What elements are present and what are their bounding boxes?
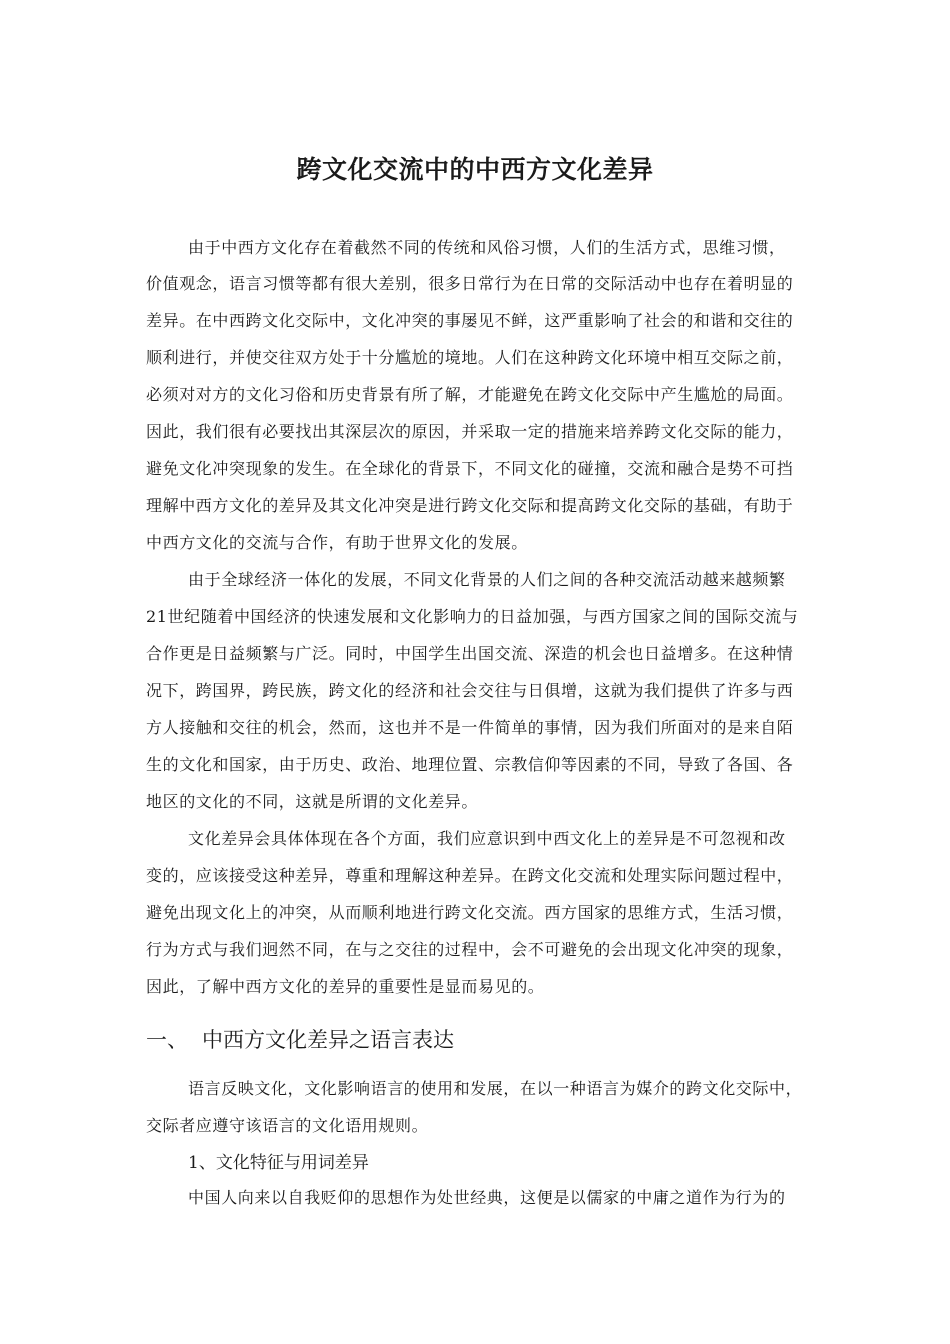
paragraph-line: 价值观念，语言习惯等都有很大差别，很多日常行为在日常的交际活动中也存在着明显的 [146, 274, 794, 293]
paragraph-line: 生的文化和国家，由于历史、政治、地理位置、宗教信仰等因素的不同，导致了各国、各 [146, 755, 794, 774]
paragraph-line: 语言反映文化，文化影响语言的使用和发展，在以一种语言为媒介的跨文化交际中， [188, 1079, 803, 1098]
paragraph-line: 中国人向来以自我贬仰的思想作为处世经典，这便是以儒家的中庸之道作为行为的 [188, 1188, 786, 1207]
paragraph-line: 避免出现文化上的冲突，从而顺利地进行跨文化交流。西方国家的思维方式，生活习惯， [146, 903, 794, 922]
paragraph-line: 方人接触和交往的机会，然而，这也并不是一件简单的事情，因为我们所面对的是来自陌 [146, 718, 794, 737]
paragraph-line: 中西方文化的交流与合作，有助于世界文化的发展。 [146, 533, 528, 552]
paragraph-line: 况下，跨国界，跨民族，跨文化的经济和社会交往与日俱增，这就为我们提供了许多与西 [146, 681, 794, 700]
paragraph-line: 变的，应该接受这种差异，尊重和理解这种差异。在跨文化交流和处理实际问题过程中， [146, 866, 794, 885]
paragraph-line: 因此，我们很有必要找出其深层次的原因，并采取一定的措施来培养跨文化交际的能力， [146, 422, 794, 441]
paragraph-line: 行为方式与我们迥然不同，在与之交往的过程中，会不可避免的会出现文化冲突的现象， [146, 940, 794, 959]
section-title: 中西方文化差异之语言表达 [202, 1028, 454, 1052]
section-number: 一、 [146, 1028, 188, 1052]
document-title: 跨文化交流中的中西方文化差异 [296, 155, 654, 184]
paragraph-line: 交际者应遵守该语言的文化语用规则。 [146, 1116, 429, 1135]
paragraph-line: 合作更是日益频繁与广泛。同时，中国学生出国交流、深造的机会也日益增多。在这种情 [146, 644, 794, 663]
paragraph-line: 理解中西方文化的差异及其文化冲突是进行跨文化交际和提高跨文化交际的基础，有助于 [146, 496, 794, 515]
paragraph-line: 由于全球经济一体化的发展，不同文化背景的人们之间的各种交流活动越来越频繁 [188, 570, 786, 589]
subsection-heading: 1、文化特征与用词差异 [188, 1153, 369, 1173]
paragraph-line: 地区的文化的不同，这就是所谓的文化差异。 [146, 792, 479, 811]
paragraph-line: 差异。在中西跨文化交际中，文化冲突的事屡见不鲜，这严重影响了社会的和谐和交往的 [146, 311, 794, 330]
paragraph-line: 由于中西方文化存在着截然不同的传统和风俗习惯，人们的生活方式，思维习惯， [188, 238, 786, 257]
section-heading [146, 1026, 454, 1054]
paragraph-line: 21世纪随着中国经济的快速发展和文化影响力的日益加强，与西方国家之间的国际交流与 [146, 607, 799, 626]
paragraph-line: 顺利进行，并使交往双方处于十分尴尬的境地。人们在这种跨文化环境中相互交际之前， [146, 348, 794, 367]
paragraph-line: 避免文化冲突现象的发生。在全球化的背景下，不同文化的碰撞，交流和融合是势不可挡 [146, 459, 794, 478]
paragraph-line: 因此，了解中西方文化的差异的重要性是显而易见的。 [146, 977, 545, 996]
paragraph-line: 文化差异会具体体现在各个方面，我们应意识到中西文化上的差异是不可忽视和改 [188, 829, 786, 848]
paragraph-line: 必须对对方的文化习俗和历史背景有所了解，才能避免在跨文化交际中产生尴尬的局面。 [146, 385, 794, 404]
